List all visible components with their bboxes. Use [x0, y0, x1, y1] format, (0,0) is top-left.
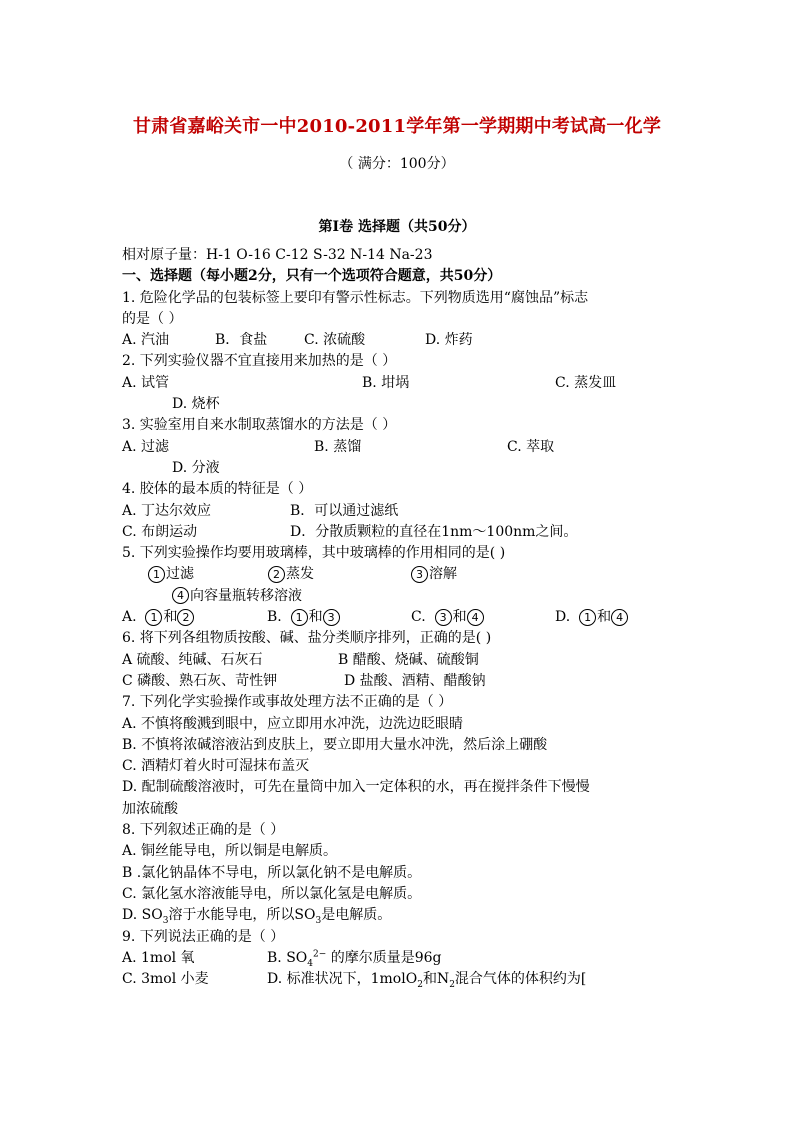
q5-option-b: B. 1 和 3 — [267, 607, 341, 628]
q5-items-cont — [122, 586, 682, 607]
q9-options-cont — [122, 969, 682, 990]
q2-options-cont — [122, 394, 682, 415]
q3-option-a: A. 过滤 — [122, 438, 170, 455]
q5-item-2: 2 蒸发 — [268, 564, 314, 585]
circled-number: 4 — [172, 587, 189, 604]
q8-option-d: D. $SO_3$溶于水能导电，所以$SO_3$是电解质。 — [122, 907, 392, 926]
question-body — [122, 245, 682, 990]
q7-option-c: C. 酒精灯着火时可湿抹布盖灭 — [122, 758, 310, 775]
q7-option-d-cont: 加浓硫酸 — [122, 800, 178, 817]
q9-option-d: D. 标准状况下，1molO$_2$和$N_2$混合气体的体积约为[ — [267, 971, 587, 990]
q7-option-b: B. 不慎将浓碱溶液沾到皮肤上，要立即用大量水冲洗，然后涂上硼酸 — [122, 736, 548, 753]
q3-options — [122, 437, 682, 458]
q1-option-a: A. 汽油 — [122, 332, 170, 349]
part-heading: 一、选择题（每小题2分，只有一个选项符合题意，共50分） — [122, 268, 502, 285]
q3-option-b: B. 蒸馏 — [314, 438, 362, 455]
q4-option-a: A. 丁达尔效应 — [122, 502, 212, 519]
q1-options — [122, 330, 682, 351]
q3-option-c: C. 萃取 — [507, 438, 555, 455]
q2-option-a: A. 试管 — [122, 374, 170, 391]
q6-options-cont — [122, 671, 682, 692]
q8-stem: 8. 下列叙述正确的是（ ） — [122, 822, 285, 839]
q3-options-cont — [122, 458, 682, 479]
q7-stem: 7. 下列化学实验操作或事故处理方法不正确的是（ ） — [122, 694, 453, 711]
q7-option-d: D. 配制硫酸溶液时，可先在量筒中加入一定体积的水，再在搅拌条件下慢慢 — [122, 779, 590, 796]
atomic-mass-line: 相对原子量：H-1 O-16 C-12 S-32 N-14 Na-23 — [122, 247, 433, 263]
q5-options — [122, 607, 682, 628]
q4-option-d: D．分散质颗粒的直径在1nm～100nm之间。 — [290, 523, 578, 540]
q9-option-c: C. 3mol 小麦 — [122, 971, 209, 988]
q2-option-b: B. 坩埚 — [362, 374, 410, 391]
full-score: （ 满分：100分） — [339, 156, 455, 172]
q3-stem: 3. 实验室用自来水制取蒸馏水的方法是（ ） — [122, 417, 397, 434]
q6-option-a: A 硫酸、纯碱、石灰石 — [122, 651, 263, 668]
q6-option-b: B 醋酸、烧碱、硫酸铜 — [338, 651, 479, 668]
q8-option-a: A. 铜丝能导电，所以铜是电解质。 — [122, 843, 338, 860]
q2-option-c: C. 蒸发皿 — [555, 374, 617, 391]
q1-option-b: B．食盐 — [215, 332, 268, 349]
q6-option-d: D 盐酸、酒精、醋酸钠 — [344, 672, 486, 689]
q6-stem: 6. 将下列各组物质按酸、碱、盐分类顺序排列，正确的是( ) — [122, 630, 492, 647]
q9-option-a: A. 1mol 氧 — [122, 949, 195, 966]
q1-option-c: C. 浓硫酸 — [304, 332, 366, 349]
q4-option-b: B．可以通过滤纸 — [290, 502, 399, 519]
q4-option-c: C. 布朗运动 — [122, 523, 198, 540]
q9-options — [122, 948, 682, 969]
q5-item-4: 4 向容量瓶转移溶液 — [172, 586, 302, 607]
q8-option-c: C. 氯化氢水溶液能导电，所以氯化氢是电解质。 — [122, 885, 422, 902]
q5-option-c: C. 3 和 4 — [411, 607, 485, 628]
q1-option-d: D. 炸药 — [425, 332, 473, 349]
q2-stem: 2. 下列实验仪器不宜直接用来加热的是（ ） — [122, 353, 397, 370]
q5-items — [122, 564, 682, 585]
q9-option-b: B. $SO_4^{2-}$ 的摩尔质量是96g — [267, 949, 442, 969]
q5-option-d: D. 1 和 4 — [555, 607, 629, 628]
circled-number: 1 — [148, 566, 165, 583]
q2-option-d: D. 烧杯 — [172, 396, 220, 413]
q5-option-a: A. 1 和 2 — [122, 607, 195, 628]
circled-number: 3 — [411, 566, 428, 583]
section-heading: 第Ⅰ卷 选择题（共50分） — [318, 219, 476, 235]
q9-stem: 9. 下列说法正确的是（ ） — [122, 928, 285, 945]
q6-option-c: C 磷酸、熟石灰、苛性钾 — [122, 672, 278, 689]
exam-title: 甘肃省嘉峪关市一中2010-2011学年第一学期期中考试高一化学 — [132, 116, 662, 137]
q5-item-3: 3 溶解 — [411, 564, 457, 585]
q1-stem: 1. 危险化学品的包装标签上要印有警示性标志。下列物质选用“腐蚀品”标志 — [122, 289, 589, 306]
circled-number: 2 — [268, 566, 285, 583]
q4-options — [122, 501, 682, 522]
q1-stem-cont: 的是（ ） — [122, 310, 183, 327]
q2-options — [122, 373, 682, 394]
q5-stem: 5. 下列实验操作均要用玻璃棒，其中玻璃棒的作用相同的是( ) — [122, 545, 506, 562]
q8-option-b: B .氯化钠晶体不导电，所以氯化钠不是电解质。 — [122, 864, 422, 881]
q5-item-1: 1 过滤 — [148, 564, 194, 585]
q6-options — [122, 650, 682, 671]
q4-stem: 4. 胶体的最本质的特征是（ ） — [122, 481, 313, 498]
q4-options-cont — [122, 522, 682, 543]
q3-option-d: D. 分液 — [172, 459, 220, 476]
q7-option-a: A. 不慎将酸溅到眼中，应立即用水冲洗，边洗边眨眼睛 — [122, 715, 464, 732]
